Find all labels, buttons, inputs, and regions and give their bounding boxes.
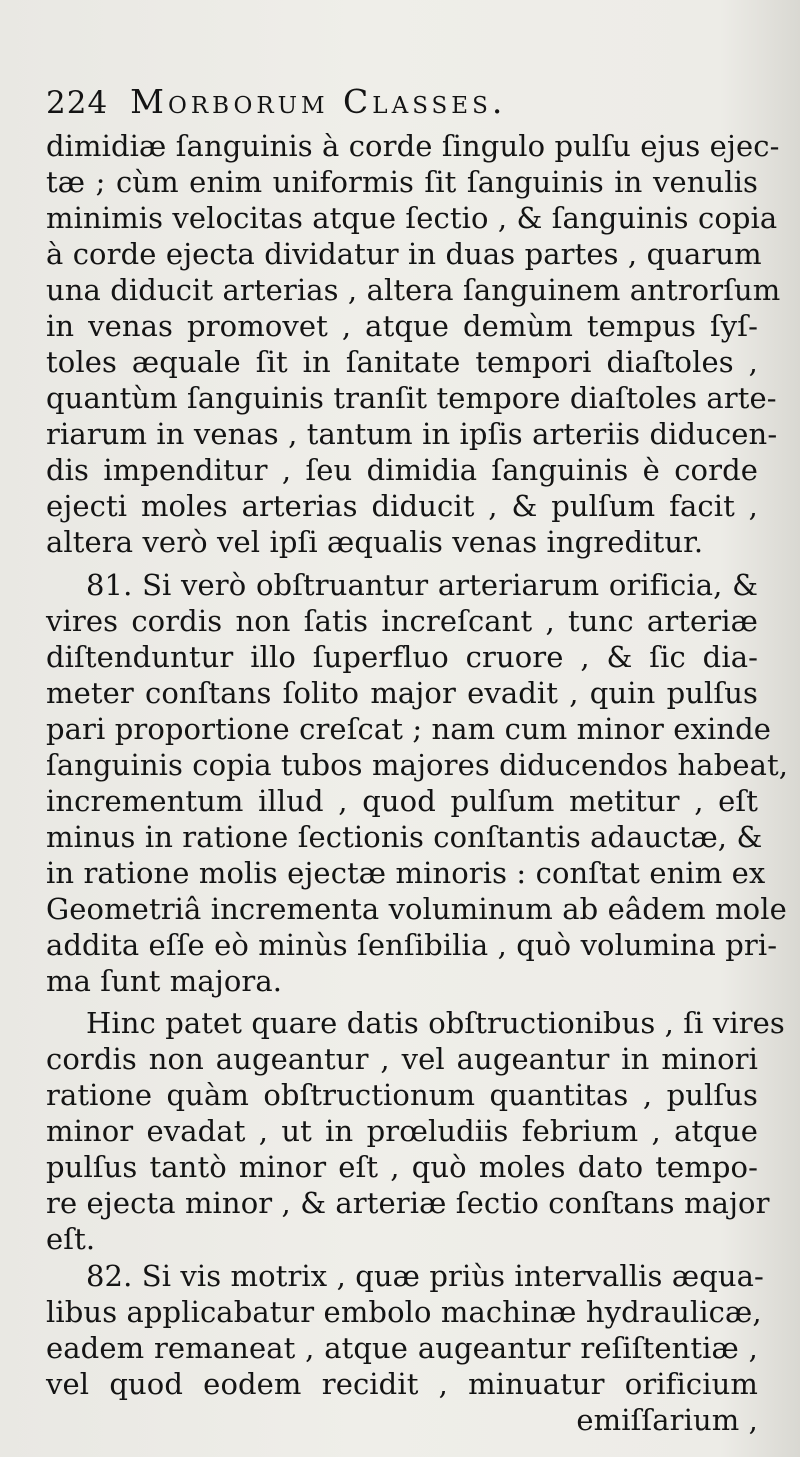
running-title: Morborum Classes. xyxy=(130,82,507,121)
page-number: 224 xyxy=(46,85,109,121)
text-line: diſtenduntur illo ſuperfluo cruore , & ſic dia- xyxy=(46,640,758,674)
section-81-first-line: 81. Si verò obſtruantur arteriarum orificia, & xyxy=(86,568,758,602)
text-line: vel quod eodem recidit , minuatur orificium xyxy=(46,1367,758,1401)
running-head xyxy=(46,82,766,132)
text-line: dis impenditur , ſeu dimidia ſanguinis è corde xyxy=(46,453,758,487)
text-line: ma ſunt majora. xyxy=(46,964,283,998)
text-line: tæ ; cùm enim uniformis ſit ſanguinis in venulis xyxy=(46,165,758,199)
text-line: una diducit arterias , altera ſanguinem antrorſum xyxy=(46,273,781,307)
text-line: ejecti moles arterias diducit , & pulſum facit , xyxy=(46,489,758,523)
text-line: cordis non augeantur , vel augeantur in minori xyxy=(46,1042,758,1076)
text-line: riarum in venas , tantum in ipſis arteriis diducen- xyxy=(46,417,778,451)
section-82-first-line: 82. Si vis motrix , quæ priùs intervallis æqua- xyxy=(86,1259,764,1293)
text-line: libus applicabatur embolo machinæ hydraulicæ, xyxy=(46,1295,762,1329)
text-line: meter conſtans ſolito major evadit , quin pulſus xyxy=(46,676,758,710)
catchword-line: emiſſarium , xyxy=(576,1403,758,1437)
text-line: in ratione molis ejectæ minoris : conſtat enim ex xyxy=(46,856,766,890)
text-line: minimis velocitas atque ſectio , & ſanguinis copia xyxy=(46,201,778,235)
text-line: incrementum illud , quod pulſum metitur , eſt xyxy=(46,784,758,818)
text-line: quantùm ſanguinis tranſit tempore diaſtoles arte- xyxy=(46,381,777,415)
text-line: ratione quàm obſtructionum quantitas , pulſus xyxy=(46,1078,758,1112)
text-line: eſt. xyxy=(46,1222,96,1256)
text-line: dimidiæ ſanguinis à corde ſingulo pulſu ejus ejec- xyxy=(46,129,780,163)
text-line: à corde ejecta dividatur in duas partes , quarum xyxy=(46,237,762,271)
text-line: re ejecta minor , & arteriæ ſectio conſtans major xyxy=(46,1186,770,1220)
text-line: pari proportione creſcat ; nam cum minor exinde xyxy=(46,712,772,746)
text-line: in venas promovet , atque demùm tempus ſyſ- xyxy=(46,309,758,343)
text-line: Geometriâ incrementa voluminum ab eâdem mole xyxy=(46,892,787,926)
text-line: eadem remaneat , atque augeantur reſiſtentiæ , xyxy=(46,1331,758,1365)
text-line: minor evadat , ut in prœludiis febrium , atque xyxy=(46,1114,758,1148)
text-line: pulſus tantò minor eſt , quò moles dato tempo- xyxy=(46,1150,758,1184)
paragraph-hinc-first-line: Hinc patet quare datis obſtructionibus , ſi vires xyxy=(86,1006,785,1040)
text-line: vires cordis non ſatis increſcant , tunc arteriæ xyxy=(46,604,758,638)
text-line: addita eſſe eò minùs ſenſibilia , quò volumina pri- xyxy=(46,928,778,962)
text-line: toles æquale ſit in ſanitate tempori diaſtoles , xyxy=(46,345,758,379)
text-line: minus in ratione ſectionis conſtantis adauctæ, & xyxy=(46,820,763,854)
text-line: ſanguinis copia tubos majores diducendos habeat, xyxy=(46,748,789,782)
text-line: altera verò vel ipſi æqualis venas ingreditur. xyxy=(46,525,704,559)
